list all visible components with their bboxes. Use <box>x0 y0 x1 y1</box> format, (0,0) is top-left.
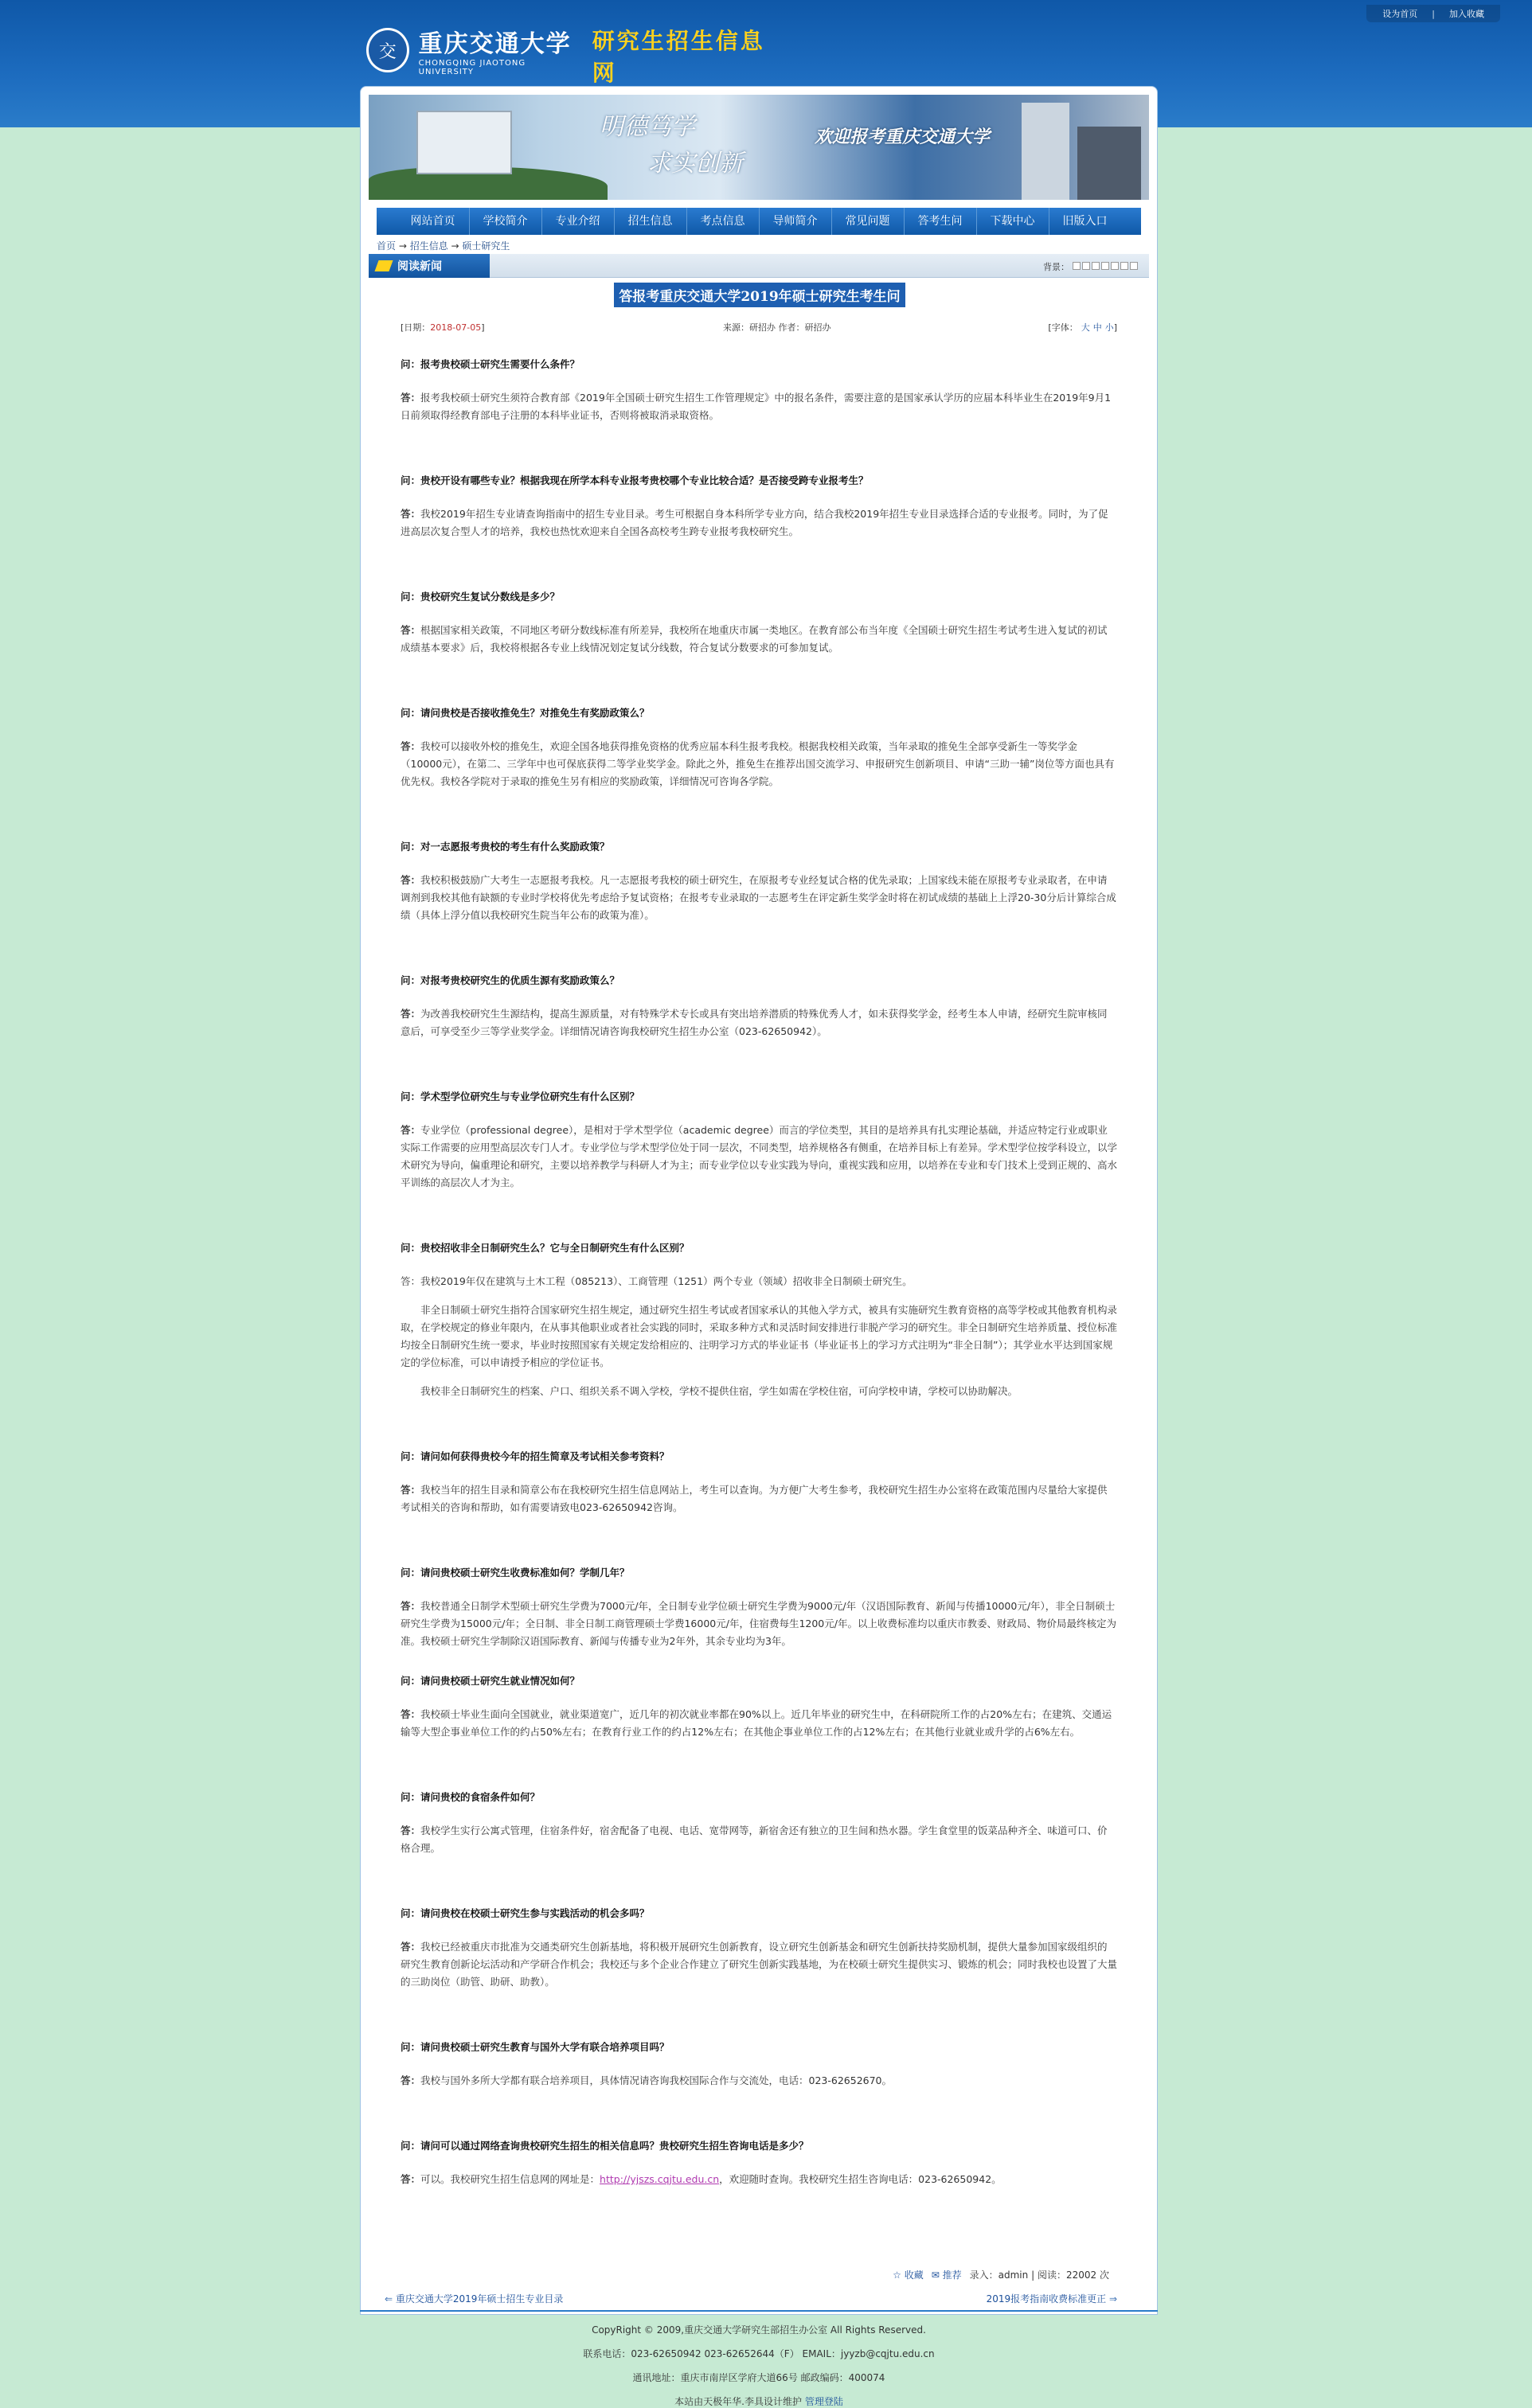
nav-faq[interactable]: 常见问题 <box>832 208 905 235</box>
logo-cn: 重庆交通大学 <box>418 30 572 58</box>
section-tab-label: 阅读新闻 <box>397 260 442 273</box>
recommend-link[interactable]: ✉ 推荐 <box>931 2269 962 2281</box>
question: 问：贵校研究生复试分数线是多少？ <box>401 591 561 603</box>
question: 问：请问可以通过网络查询贵校研究生招生的相关信息吗？贵校研究生招生咨询电话是多少？ <box>401 2140 809 2152</box>
nav-home[interactable]: 网站首页 <box>397 208 470 235</box>
banner-motto <box>600 109 743 182</box>
site-subtitle: 研究生招生信息网 <box>592 28 765 86</box>
banner-tower <box>1022 103 1069 200</box>
question: 问：贵校招收非全日制研究生么？它与全日制研究生有什么区别？ <box>401 1242 690 1254</box>
nav-old-version[interactable]: 旧版入口 <box>1062 215 1108 228</box>
bg-swatch[interactable] <box>1120 262 1128 270</box>
answer: 答：专业学位（professional degree），是相对于学术型学位（academic degree）而言的学位类型，其目的是培养具有扎实理论基础，并适应特定行业或职业实际工作需要的应用型高层次专门人才。专业学位与学术型学位处于同一层次，不同类型，培养规格各有侧重，在培养目标上有差异。学术型学位按学科设立，以学术研究为导向，偏重理论和研究，主要以培养教学与科研人才为主；而专业学位以专业实践为导向，重视实践和应用，以培养在专业和专门技术上受到正规的、高水平训练的高层次人才为主。 <box>401 1124 1118 1188</box>
question: 问：请问贵校的食宿条件如何？ <box>401 1791 541 1803</box>
motto-line-1: 明德笃学 <box>600 113 695 141</box>
bg-swatch[interactable] <box>1082 262 1090 270</box>
site-logo[interactable] <box>366 22 780 86</box>
campus-banner <box>369 95 1149 200</box>
answer: 答：我校学生实行公寓式管理，住宿条件好，宿舍配备了电视、电话、宽带网等，新宿舍还有独立的卫生间和热水器。学生食堂里的饭菜品种齐全、味道可口、价格合理。 <box>401 1825 1108 1854</box>
main-nav <box>377 208 1141 235</box>
answer: 答：我校2019年招生专业请查询指南中的招生专业目录。考生可根据自身本科所学专业方向，结合我校2019年招生专业目录选择合适的专业报考。同时，为了促进高层次复合型人才的培养，我校也热忱欢迎来自全国各高校考生跨专业报考我校研究生。 <box>401 508 1108 537</box>
nav-downloads[interactable]: 下载中心 <box>977 208 1049 235</box>
nav-supervisors[interactable]: 导师简介 <box>760 208 832 235</box>
arrow-right-icon: ⇒ <box>1108 2293 1117 2305</box>
article-date: [日期：2018-07-05] <box>401 322 485 333</box>
question: 问：请问贵校硕士研究生收费标准如何？学制几年？ <box>401 1567 630 1579</box>
question: 问：报考贵校硕士研究生需要什么条件？ <box>401 358 580 370</box>
banner-welcome: 欢迎报考重庆交通大学 <box>815 127 991 147</box>
nav-answers[interactable]: 答考生问 <box>905 208 977 235</box>
bg-swatch[interactable] <box>1101 262 1109 270</box>
answer: 答：我校2019年仅在建筑与土木工程（085213）、工商管理（1251）两个专业（领域）招收非全日制硕士研究生。 <box>401 1275 913 1287</box>
set-homepage-link[interactable]: 设为首页 <box>1382 9 1418 19</box>
answer-paragraph: 非全日制硕士研究生指符合国家研究生招生规定，通过研究生招生考试或者国家承认的其他入学方式，被具有实施研究生教育资格的高等学校或其他教育机构录取，在学校规定的修业年限内，在从事其他职业或者社会实践的同时，采取多种方式和灵活时间安排进行非脱产学习的研究生。非全日制研究生培养质量、授位标准均按全日制研究生统一要求，毕业时按照国家有关规定发给相应的、注明学习方式的毕业证书（毕业证书上的学习方式注明为“非全日制”）；其学业水平达到国家规定的学位标准，可以申请授予相应的学位证书。 <box>401 1304 1118 1368</box>
bg-swatch[interactable] <box>1092 262 1100 270</box>
banner-building <box>416 111 512 174</box>
nav-exam-sites[interactable]: 考点信息 <box>687 208 760 235</box>
site-footer <box>360 2318 1158 2408</box>
favorite-link[interactable]: ☆ 收藏 <box>893 2269 924 2281</box>
banner-tower-dark <box>1077 127 1141 200</box>
breadcrumb-category[interactable]: 招生信息 <box>409 240 448 252</box>
answer: 答：可以。我校研究生招生信息网的网址是：http://yjszs.cqjtu.edu.cn，欢迎随时查询。我校研究生招生咨询电话：023-62650942。 <box>401 2173 1002 2185</box>
font-medium-link[interactable]: 中 <box>1092 322 1102 333</box>
answer: 答：报考我校硕士研究生须符合教育部《2019年全国硕士研究生招生工作管理规定》中的报名条件，需要注意的是国家承认学历的应届本科毕业生在2019年9月1日前须取得经教育部电子注册的本科毕业证书，否则将被取消录取资格。 <box>401 392 1112 421</box>
breadcrumb-sep: → <box>447 240 463 252</box>
question: 问：请问贵校硕士研究生教育与国外大学有联合培养项目吗？ <box>401 2041 670 2053</box>
font-size-controls: [字体： 大 中 小] <box>1048 322 1117 333</box>
answer: 答：我校当年的招生目录和简章公布在我校研究生招生信息网站上，考生可以查询。为方便广大考生参考，我校研究生招生办公室将在政策范围内尽量给大家提供考试相关的咨询和帮助，如有需要请致电023-62650942咨询。 <box>401 1484 1108 1513</box>
answer: 答：我校普通全日制学术型硕士研究生学费为7000元/年，全日制专业学位硕士研究生学费为9000元/年（汉语国际教育、新闻与传播10000元/年），非全日制硕士研究生学费为15000元/年；全日制、非全日制工商管理硕士学费16000元/年，住宿费每生1200元/年。以上收费标准均以重庆市教委、财政局、物价局最终核定为准。我校硕士研究生学制除汉语国际教育、新闻与传播专业为2年外，其余专业均为3年。 <box>401 1600 1116 1647</box>
article-content <box>401 349 1117 2236</box>
article-ops <box>893 2268 1109 2281</box>
font-small-link[interactable]: 小 <box>1104 322 1114 333</box>
answer-paragraph: 我校非全日制研究生的档案、户口、组织关系不调入学校，学校不提供住宿，学生如需在学校住宿，可向学校申请，学校可以协助解决。 <box>420 1385 1018 1397</box>
answer: 答：为改善我校研究生生源结构，提高生源质量，对有特殊学术专长或具有突出培养潜质的特殊优秀人才，如未获得奖学金，经考生本人申请，经研究生院审核同意后，可享受至少三等学业奖学金。详细情况请咨询我校研究生招生办公室（023-62650942）。 <box>401 1008 1108 1037</box>
entry-info: 录入：admin | 阅读：22002 次 <box>969 2269 1109 2281</box>
answer: 答：我校已经被重庆市批准为交通类研究生创新基地，将积极开展研究生创新教育，设立研究生创新基金和研究生创新扶持奖励机制，提供大量参加国家级组织的研究生教育创新论坛活动和产学研合作机会；我校还与多个企业合作建立了研究生创新实践基地，为在校硕士研究生提供实习、锻炼的机会；同时我校也设置了大量的三助岗位（助管、助研、助教）。 <box>401 1941 1118 1988</box>
answer: 答：根据国家相关政策，不同地区考研分数线标准有所差异，我校所在地重庆市属一类地区。在教育部公布当年度《全国硕士研究生招生考试考生进入复试的初试成绩基本要求》后，我校将根据各专业上线情况划定复试分线数，符合复试分数要求的可参加复试。 <box>401 624 1108 654</box>
arrow-left-icon: ⇐ <box>385 2293 393 2305</box>
bg-swatch[interactable] <box>1073 262 1081 270</box>
breadcrumb-sep: → <box>396 240 410 252</box>
breadcrumb-home[interactable]: 首页 <box>377 240 397 252</box>
admin-login-link[interactable]: 管理登陆 <box>804 2396 843 2407</box>
question: 问：请问贵校硕士研究生就业情况如何？ <box>401 1675 580 1687</box>
font-large-link[interactable]: 大 <box>1081 322 1090 333</box>
question: 问：请问贵校是否接收推免生？对推免生有奖励政策么？ <box>401 707 650 719</box>
answer: 答：我校与国外多所大学都有联合培养项目，具体情况请咨询我校国际合作与交流处，电话：023-62652670。 <box>401 2074 893 2086</box>
background-label: 背景： <box>1043 262 1069 272</box>
question: 问：对一志愿报考贵校的考生有什么奖励政策？ <box>401 841 610 853</box>
answer: 答：我校积极鼓励广大考生一志愿报考我校。凡一志愿报考我校的硕士研究生，在原报考专业经复试合格的优先录取；上国家线未能在原报考专业录取者，在申请调剂到我校其他有缺额的专业时学校将优先考虑给予复试资格；在报考专业录取的一志愿考生在评定新生奖学金时将在初试成绩的基础上上浮20-30分后计算综合成绩（具体上浮分值以我校研究生院当年公布的政策为准）。 <box>401 874 1116 921</box>
article-meta <box>401 321 1117 335</box>
arrow-icon <box>374 260 393 271</box>
top-links <box>1366 5 1500 22</box>
motto-line-2: 求实创新 <box>647 150 743 178</box>
footer-address: 通讯地址：重庆市南岸区学府大道66号 邮政编码：400074 <box>632 2372 885 2383</box>
section-tab <box>369 254 490 278</box>
answer: 答：我校硕士毕业生面向全国就业，就业渠道宽广，近几年的初次就业率都在90%以上。近几年毕业的研究生中，在科研院所工作的占20%左右；在建筑、交通运输等大型企事业单位工作的约占50%左右；在教育行业工作的约占12%左右；在其他企事业单位工作的占12%左右；在其他行业就业或升学的占6%左右。 <box>401 1708 1112 1738</box>
breadcrumb <box>377 238 1141 254</box>
answer: 答：我校可以接收外校的推免生，欢迎全国各地获得推免资格的优秀应届本科生报考我校。根据我校相关政策，当年录取的推免生全部享受新生一等奖学金（10000元），在第二、三学年中也可保底获得二等学业奖学金。除此之外，推免生在推荐出国交流学习、申报研究生创新项目、申请“三助一辅”岗位等方面也具有优先权。我校各学院对于录取的推免生另有相应的奖励政策，详细情况可咨询各学院。 <box>401 740 1115 787</box>
footer-maintain: 本站由天极年华.李具设计维护 管理登陆 <box>674 2396 843 2407</box>
nav-admission[interactable]: 招生信息 <box>615 208 687 235</box>
question: 问：学术型学位研究生与专业学位研究生有什么区别？ <box>401 1091 640 1103</box>
question: 问：请问贵校在校硕士研究生参与实践活动的机会多吗？ <box>401 1907 650 1919</box>
article-title-text: 答报考重庆交通大学2019年硕士研究生考生问 <box>614 283 905 307</box>
bg-swatch[interactable] <box>1111 262 1119 270</box>
section-bar <box>369 254 1149 278</box>
background-swatches <box>1073 262 1138 270</box>
bg-swatch[interactable] <box>1130 262 1138 270</box>
prev-article-link[interactable]: ⇐ 重庆交通大学2019年硕士招生专业目录 <box>385 2293 564 2305</box>
nav-majors[interactable]: 专业介绍 <box>542 208 615 235</box>
article-footer <box>377 2265 1141 2312</box>
footer-copyright: CopyRight © 2009,重庆交通大学研究生部招生办公室 All Rights Reserved. <box>592 2324 926 2336</box>
university-seal-icon: 交 <box>366 28 409 72</box>
article-title <box>361 283 1159 307</box>
next-article-link[interactable]: 2019报考指南收费标准更正 ⇒ <box>986 2293 1117 2305</box>
question: 问：对报考贵校研究生的优质生源有奖励政策么？ <box>401 974 620 986</box>
footer-contact: 联系电话：023-62650942 023-62652644（F） EMAIL：jyyzb@cqjtu.edu.cn <box>583 2348 935 2359</box>
question: 问：贵校开设有哪些专业？根据我现在所学本科专业报考贵校哪个专业比较合适？是否接受跨专业报考生？ <box>401 474 869 486</box>
page-container <box>360 86 1158 2315</box>
article-source: 来源：研招办 作者：研招办 <box>723 322 831 333</box>
question: 问：请问如何获得贵校今年的招生简章及考试相关参考资料？ <box>401 1450 670 1462</box>
footer-divider <box>360 2310 1158 2312</box>
logo-text <box>419 24 576 76</box>
site-url-link[interactable]: http://yjszs.cqjtu.edu.cn <box>600 2173 720 2185</box>
nav-about[interactable]: 学校简介 <box>470 208 542 235</box>
top-links-separator: | <box>1432 8 1435 19</box>
add-favorite-link[interactable]: 加入收藏 <box>1449 9 1484 19</box>
logo-en: CHONGQING JIAOTONG UNIVERSITY <box>418 59 526 76</box>
breadcrumb-sub[interactable]: 硕士研究生 <box>462 240 510 252</box>
